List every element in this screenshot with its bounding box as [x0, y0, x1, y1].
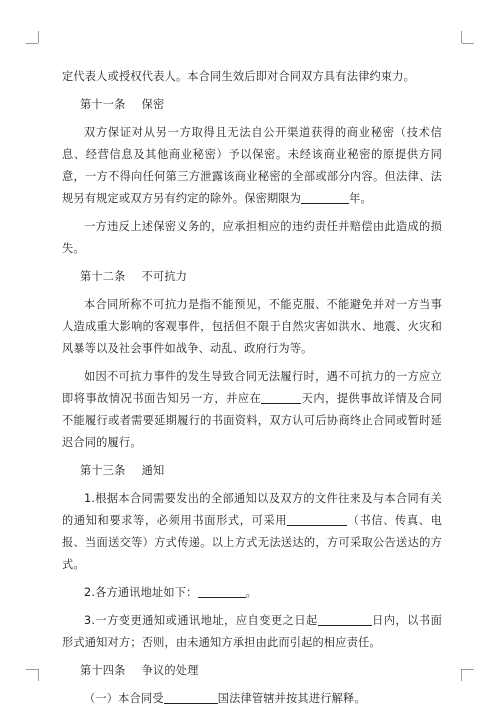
text-run: 2.各方通讯地址如下： [84, 586, 198, 599]
crop-mark-bottom-right-h [462, 669, 474, 670]
article-number: 第十二条 [80, 270, 126, 283]
text-run: （一）本合同受 [84, 692, 164, 705]
crop-mark-top-left-h [26, 43, 38, 44]
paragraph-top: 定代表人或授权代表人。本合同生效后即对合同双方具有法律约束力。 [62, 70, 416, 83]
article-12-paragraph-1: 本合同所称不可抗力是指不能预见，不能克服、不能避免并对一方当事人造成重大影响的客观事件，包括但不限于自然灾害如洪水、地震、火灾和风暴等以及社会事件如战争、动乱、政府行为等。 [62, 298, 442, 355]
article-title: 通知 [141, 464, 165, 477]
article-11-paragraph-1 [62, 122, 442, 210]
crop-mark-bottom-left-v [38, 669, 39, 681]
document-body [62, 66, 442, 716]
article-12-heading [62, 266, 442, 288]
text-run: 1.根据本合同需要发出的全部通知以及双方的文件往来及与本合同有关的通知和要求等，必须用书面形式，可采用 [62, 492, 442, 527]
article-11-heading [62, 94, 442, 116]
crop-mark-bottom-right-v [461, 669, 462, 681]
text-run: 年。 [349, 192, 372, 205]
article-title: 不可抗力 [141, 270, 188, 283]
crop-mark-top-right-v [461, 31, 462, 43]
fill-blank[interactable] [164, 689, 218, 704]
text-run: 日内，以书面形式通知对方；否则，由未通知方承担由此而引起的相应责任。 [62, 614, 442, 649]
text-run: （书信、传真、电报、当面送交等）方式传递。以上方式无法送达的，方可采取公告送达的方式。 [62, 514, 442, 571]
text-run: 天内，提供事故详情及合同不能履行或者需要延期履行的书面资料，双方认可后协商终止合同或暂时延迟合同的履行。 [62, 392, 442, 449]
text-run: 3.一方变更通知或通讯地址，应自变更之日起 [84, 614, 318, 627]
fill-blank[interactable] [287, 511, 347, 526]
fill-blank[interactable] [261, 389, 301, 404]
crop-mark-top-right-h [462, 43, 474, 44]
fill-blank[interactable] [318, 611, 372, 626]
article-13-paragraph-3 [62, 610, 442, 654]
article-title: 争议的处理 [141, 664, 199, 677]
article-13-heading [62, 460, 442, 482]
fill-blank[interactable] [301, 189, 349, 204]
text-run: 双方保证对从另一方取得且无法自公开渠道获得的商业秘密（技术信息、经营信息及其他商业秘密）予以保密。未经该商业秘密的原提供方同意，一方不得向任何第三方泄露该商业秘密的全部或部分内容。但法律、法规另有规定或双方另有约定的除外。保密期限为 [62, 126, 442, 205]
fill-blank[interactable] [198, 583, 246, 598]
article-11-paragraph-2: 一方违反上述保密义务的，应承担相应的违约责任并赔偿由此造成的损失。 [62, 220, 442, 255]
article-number: 第十三条 [80, 464, 126, 477]
article-13-paragraph-1 [62, 488, 442, 576]
article-number: 第十一条 [80, 98, 126, 111]
article-number: 第十四条 [80, 664, 126, 677]
article-title: 保密 [141, 98, 165, 111]
article-14-heading [62, 660, 442, 682]
text-run: 如因不可抗力事件的发生导致合同无法履行时，遇不可抗力的一方应立即将事故情况书面告知另一方，并应在 [62, 370, 442, 405]
text-run: 。 [245, 586, 257, 599]
crop-mark-bottom-left-h [26, 669, 38, 670]
text-run: 国法律管辖并按其进行解释。 [217, 692, 366, 705]
article-12-paragraph-2 [62, 366, 442, 454]
article-13-paragraph-2 [62, 582, 442, 604]
crop-mark-top-left-v [38, 31, 39, 43]
